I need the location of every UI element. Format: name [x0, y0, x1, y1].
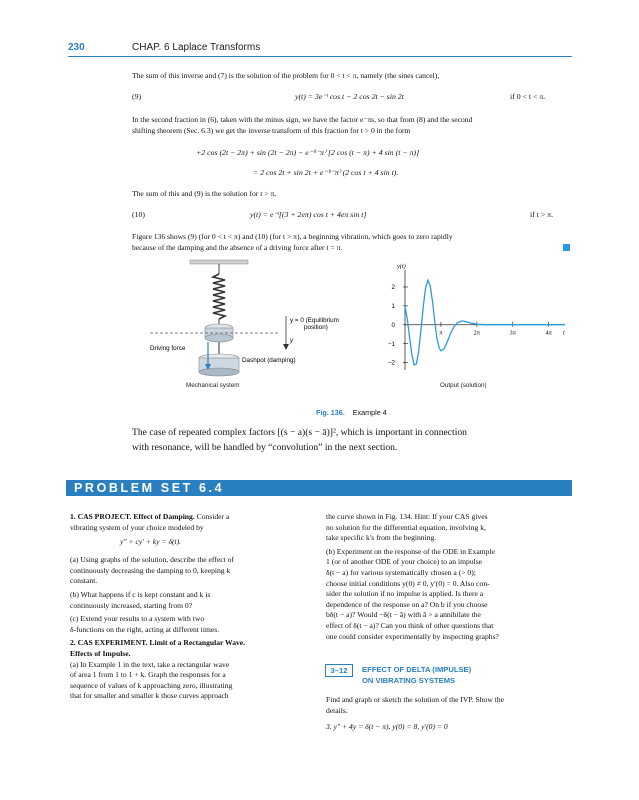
right-col-line: (b) Experiment on the response of the ODE in Example [326, 546, 495, 556]
left-col-line: sequence of values of k approaching zero, illustrating [70, 680, 233, 690]
section-number-box: 3–12 [325, 664, 353, 677]
left-col-line: that for smaller and smaller k those curves approach [70, 691, 229, 701]
eq10-number: (10) [132, 210, 145, 219]
right-col-line: choose initial conditions y(0) ≠ 0, y′(0) = 0. Also con- [326, 578, 490, 588]
para-solution-intro: The sum of this inverse and (7) is the solution of the problem for 0 < t < π, namely (the sines cancel), [132, 71, 440, 80]
eq-inverse-a: +2 cos (2t − 2π) + sin (2t − 2π) − e⁻⁽ᵗ⁻π⁾ [2 cos (t − π) + 4 sin (t − π)] [196, 148, 420, 157]
left-col-line: (a) In Example 1 in the text, take a rectangular wave [70, 659, 230, 669]
figure-caption-text: Example 4 [352, 408, 387, 417]
left-col-line: (a) Using graphs of the solution, describe the effect of [70, 555, 234, 565]
left-col-line: vibrating system of your choice modeled by [70, 522, 204, 532]
left-col-line: δ-functions on the right, acting at different times. [70, 624, 220, 634]
page-number: 230 [68, 42, 85, 53]
right-col-line: dependence of the response on a? On b if you choose [326, 599, 488, 609]
right-col-line: 1 (or of another ODE of your choice) to an impulse [326, 557, 483, 567]
figure-caption [316, 402, 387, 420]
right-col-line: the curve shown in Fig. 134. Hint: If your CAS gives [326, 512, 488, 521]
instructions-l1: Find and graph or sketch the solution of the IVP. Show the [326, 695, 505, 704]
right-col-line: effect of δ(t − a)? Can you think of other questions that [326, 621, 494, 630]
eq10: y(t) = e⁻ᵗ[(3 + 2eπ) cos t + 4eπ sin t] [250, 210, 367, 219]
eq9: y(t) = 3e⁻ᵗ cos t − 2 cos 2t − sin 2t [295, 92, 404, 101]
mechanical-system-caption: Mechanical system [186, 382, 240, 389]
y-tick-label: 0 [391, 321, 395, 329]
spring-icon [213, 264, 225, 326]
x-tick-label: 2π [473, 329, 480, 337]
eq-inverse-b: = 2 cos 2t + sin 2t + e⁻⁽ᵗ⁻π⁾ (2 cos t + 4 sin t). [253, 168, 399, 177]
equilibrium-label-l1: y = 0 (Equilibrium [290, 317, 339, 324]
section-title-l1: EFFECT OF DELTA (IMPULSE) [362, 665, 472, 674]
figure-caption-number: Fig. 136. [316, 408, 345, 417]
x-tick-label: π [439, 329, 443, 337]
x-tick-label: 3π [509, 329, 516, 337]
y-tick-label: 1 [391, 303, 395, 311]
problem-3: 3. y″ + 4y = δ(t − π), y(0) = 8, y′(0) = 0 [326, 722, 448, 731]
end-of-example-square-icon [563, 244, 570, 251]
y-axis-title: y(t) [397, 263, 406, 270]
para-second-fraction-l2: shifting theorem (Sec. 6.3) we get the inverse transform of this fraction for t > 0 in the form [132, 126, 411, 135]
y-tick-label: −1 [387, 340, 395, 348]
para-figure-l2: because of the damping and the absence of a driving force after t = π. [132, 243, 343, 252]
left-col-line: y″ + cy′ + ky = δ(t). [120, 537, 182, 547]
section-title-l2: ON VIBRATING SYSTEMS [362, 676, 456, 685]
instructions-l2: details. [326, 706, 348, 715]
y-tick-label: −2 [387, 359, 395, 367]
right-col-line: δ(t − a) for various systematically chosen a (> 0); [326, 568, 476, 577]
left-col-line: continuously increased, starting from 0? [70, 600, 193, 610]
dashpot-label: Dashpot (damping) [242, 357, 296, 364]
para-repeated-factors-l2: with resonance, will be handled by “convolution” in the next section. [132, 442, 398, 453]
y-axis-label: y [290, 337, 294, 344]
para-repeated-factors-l1: The case of repeated complex factors [(s − a)(s − ā)]², which is important in connection [132, 427, 467, 438]
right-col-line: no solution for the differential equation, involving k, [326, 522, 486, 532]
equilibrium-label-l2: position) [304, 324, 328, 331]
eq9-condition: if 0 < t < π. [510, 92, 546, 101]
right-col-line: sider the solution if no impulse is applied. Is there a [326, 589, 484, 599]
eq10-condition: if t > π. [530, 210, 554, 219]
output-chart [360, 258, 575, 378]
running-header: CHAP. 6 Laplace Transforms [132, 42, 261, 53]
chart-title: Output (solution) [440, 382, 487, 389]
para-figure-l1: Figure 136 shows (9) (for 0 < t < π) and (10) (for t > π), a beginning vibration, which goes to zero rapidly [132, 232, 453, 241]
ceiling-support [190, 260, 248, 264]
right-col-line: bδ(t − a)? Would −δ(t − ã) with ã > a annihilate the [326, 610, 481, 620]
y-tick-label: 2 [391, 284, 395, 292]
left-col-line: 2. CAS EXPERIMENT. Limit of a Rectangular Wave. [70, 638, 246, 648]
driving-force-label: Driving force [150, 345, 186, 352]
para-sum: The sum of this and (9) is the solution for t > π, [132, 189, 277, 198]
left-col-line: (c) Extend your results to a system with two [70, 614, 205, 624]
x-axis-title: t [563, 329, 565, 337]
mechanical-system-figure [150, 258, 370, 388]
solution-curve [405, 280, 565, 365]
left-col-line: Effects of Impulse. [70, 649, 131, 658]
left-col-line: of area 1 from 1 to 1 + k. Graph the responses for a [70, 670, 226, 680]
eq9-number: (9) [132, 92, 142, 101]
problem-set-title: PROBLEM SET 6.4 [74, 481, 225, 495]
right-col-line: take specific k's from the beginning. [326, 533, 437, 543]
para-second-fraction-l1: In the second fraction in (6), taken with the minus sign, we have the factor e⁻πs, so that from (8) and the second [132, 115, 473, 124]
left-col-line: constant. [70, 576, 98, 586]
y-arrow-head-icon [283, 344, 289, 350]
left-col-line: (b) What happens if c is kept constant and k is [70, 590, 211, 599]
mass-block [205, 324, 233, 342]
header-rule [68, 56, 572, 57]
dashpot-icon [199, 354, 239, 376]
left-col-line: 1. CAS PROJECT. Effect of Damping. Consider a [70, 512, 230, 521]
left-col-line: continuously decreasing the damping to 0, keeping k [70, 565, 231, 575]
right-col-line: one could consider experimentally by inspecting graphs? [326, 631, 499, 641]
x-tick-label: 4π [545, 329, 552, 337]
